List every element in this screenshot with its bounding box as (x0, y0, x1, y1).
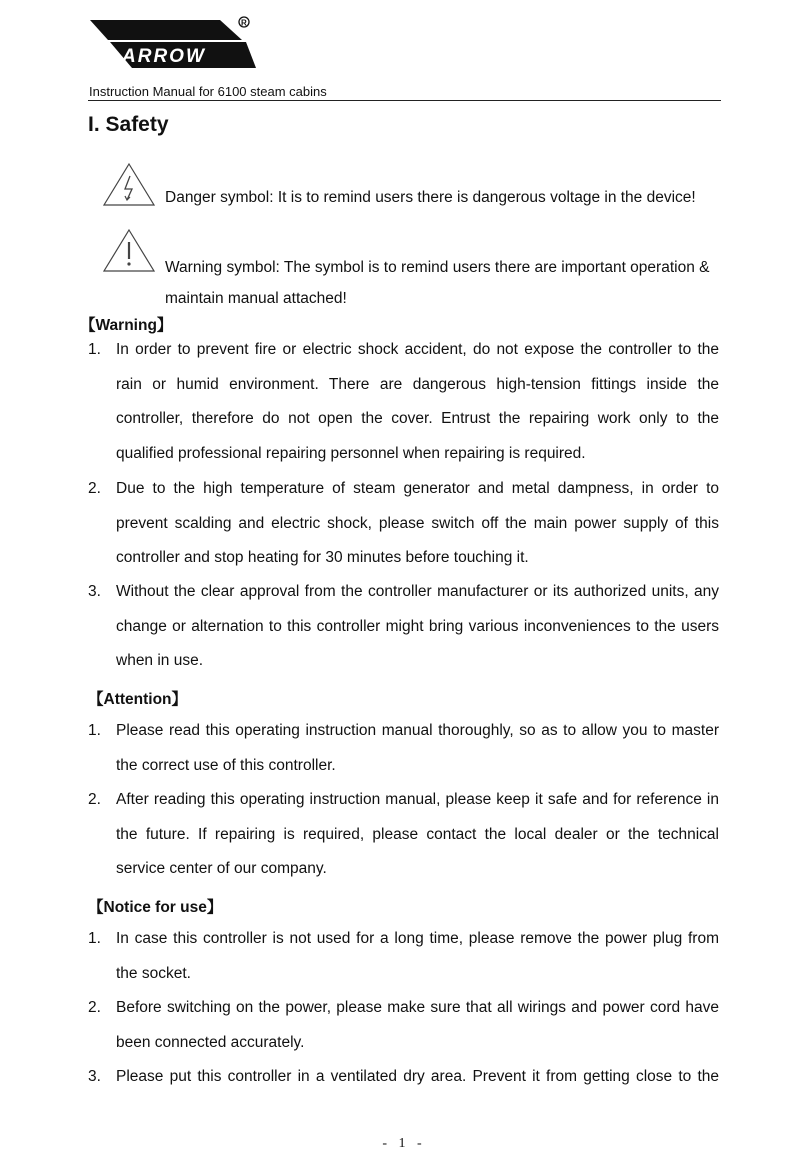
text-line: Without the clear approval from the controller manufacturer or its authorized units, any (116, 583, 719, 600)
text-line: service center of our company. (116, 860, 327, 877)
danger-symbol-text: Danger symbol: It is to remind users there is dangerous voltage in the device! (165, 189, 696, 206)
header-title: Instruction Manual for 6100 steam cabins (89, 84, 327, 99)
header-divider (88, 100, 721, 101)
svg-text:R: R (241, 18, 247, 28)
text-line: been connected accurately. (116, 1034, 305, 1051)
item-number: 1. (88, 722, 101, 739)
text-line: change or alternation to this controller might bring various inconveniences to the users (116, 618, 719, 635)
item-number: 3. (88, 1068, 101, 1085)
notice-heading: 【Notice for use】 (88, 899, 223, 916)
text-line: the socket. (116, 965, 191, 982)
logo-wordmark: ARROW (122, 46, 206, 67)
text-line: prevent scalding and electric shock, please switch off the main power supply of this (116, 515, 719, 532)
text-line: when in use. (116, 652, 204, 669)
text-line: the future. If repairing is required, please contact the local dealer or the technical (116, 826, 719, 843)
text-line: controller, therefore do not open the cover. Entrust the repairing work only to the (116, 410, 719, 427)
warning-icon (103, 228, 155, 273)
attention-heading: 【Attention】 (88, 691, 188, 708)
high-voltage-icon (103, 162, 155, 207)
warning-symbol-text-line1: Warning symbol: The symbol is to remind users there are important operation & (165, 259, 710, 276)
text-line: Before switching on the power, please make sure that all wirings and power cord have (116, 999, 719, 1016)
page-number: - 1 - (382, 1136, 426, 1151)
item-number: 1. (88, 341, 101, 358)
text-line: Please put this controller in a ventilated dry area. Prevent it from getting close to the (116, 1068, 719, 1085)
text-line: rain or humid environment. There are dangerous high-tension fittings inside the (116, 376, 719, 393)
item-number: 3. (88, 583, 101, 600)
text-line: Please read this operating instruction manual thoroughly, so as to allow you to master (116, 722, 719, 739)
item-number: 1. (88, 930, 101, 947)
item-number: 2. (88, 791, 101, 808)
section-title: I. Safety (88, 113, 169, 136)
item-number: 2. (88, 480, 101, 497)
arrow-logo (88, 16, 258, 72)
text-line: qualified professional repairing personnel when repairing is required. (116, 445, 586, 462)
text-line: the correct use of this controller. (116, 757, 336, 774)
text-line: Due to the high temperature of steam generator and metal dampness, in order to (116, 480, 719, 497)
text-line: In case this controller is not used for a long time, please remove the power plug from (116, 930, 719, 947)
warning-symbol-text-line2: maintain manual attached! (165, 290, 347, 307)
text-line: After reading this operating instruction manual, please keep it safe and for reference in (116, 791, 719, 808)
text-line: In order to prevent fire or electric shock accident, do not expose the controller to the (116, 341, 719, 358)
text-line: controller and stop heating for 30 minutes before touching it. (116, 549, 529, 566)
warning-heading: 【Warning】 (80, 317, 173, 334)
item-number: 2. (88, 999, 101, 1016)
